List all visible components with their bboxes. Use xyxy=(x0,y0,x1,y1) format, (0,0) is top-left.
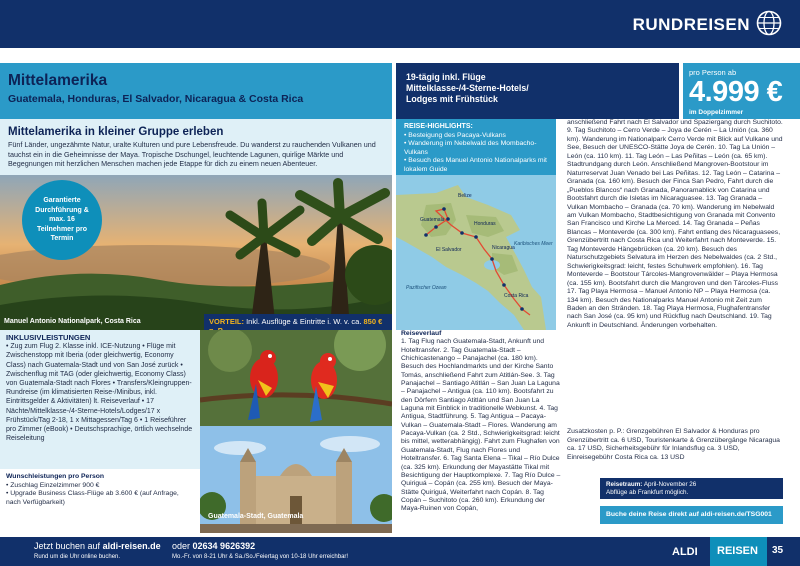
photo-caption: Guatemala-Stadt, Guatemala xyxy=(208,513,304,520)
info-line: 19-tägig inkl. Flüge xyxy=(406,72,486,82)
inclusive-title: INKLUSIVLEISTUNGEN xyxy=(6,333,91,342)
itinerary-column-1 xyxy=(401,330,561,533)
map-label: Nicaragua xyxy=(492,245,515,251)
extra-costs: Zusatzkosten p. P.: Grenzgebühren El Salvador & Honduras pro Grenzübertritt ca. 6 USD, Touristenkarte & Grenzübergänge Nicaragua ca. 17 USD, Sicherheitsgebühr für Inlandsflug ca. 3 USD, Einreisegebühr Costa Rica ca. 13 USD xyxy=(567,428,780,461)
map-label: Karibisches Meer xyxy=(514,241,553,247)
website-link[interactable]: aldi-reisen.de xyxy=(102,541,161,551)
footer-bar xyxy=(0,537,800,566)
itinerary-title: Reiseverlauf xyxy=(401,330,442,337)
optional-services xyxy=(0,469,200,533)
itinerary-text: 1. Tag Flug nach Guatemala-Stadt, Ankunft und Hoteltransfer. 2. Tag Guatemala-Stadt – Chichicastenango – Panajachel (ca. 180 km). Besuch des Hochlandmarkts und der Kirche Santo Tomás, anschließend Fahrt zum Atitlán-See. 3. Tag Panajachel – Santiago Atitlán – San Juan La Laguna – Panajachel – Antigua (ca. 110 km). Bootsfahrt zu den Dörfern Santiago Atitlán und San Juan La Laguna mit Einblick in traditionelle Webkunst. 4. Tag Antigua, Stadtführung. 5. Tag Antigua – Pacaya-Vulkan – Guatemala-Stadt – Flores. Wanderung am Pacaya-Vulkan (ca. 2 Std., Schwierigkeitsgrad: leicht bis mittel, wetterabhängig). Fahrt zum Flughafen von Guatemala-Stadt, Flug nach Flores und Hoteltransfer. 6. Tag Santa Elena – Tikal – Río Dulce (ca. 325 km). Erkundung der Mayastätte Tikal mit Besichtigung der Hauptkomplexe. 7. Tag Río Dulce – Quiriguá – Copán (ca. 255 km). Besuch der Maya-Stätte Quiriguá, Weiterfahrt nach Copán. 8. Tag Copán – Suchitoto (ca. 260 km). Erkundung der Maya-Ruinen von Copán, xyxy=(401,338,561,513)
reisen-logo: REISEN xyxy=(710,537,767,566)
highlights-title: REISE-HIGHLIGHTS: xyxy=(404,123,473,130)
or-label: oder xyxy=(172,541,191,551)
map-label: Belize xyxy=(458,193,472,199)
price-note: im Doppelzimmer xyxy=(689,109,744,116)
guarantee-badge: Garantierte Durchführung & max. 16 Teilnehmer pro Termin xyxy=(22,180,102,260)
booking-link[interactable]: Buche deine Reise direkt auf aldi-reisen.de/TSG001 xyxy=(600,506,783,524)
travel-period-box xyxy=(600,478,783,499)
itinerary-column-2 xyxy=(567,119,783,471)
page-title: Mittelamerika xyxy=(8,72,108,89)
price-label: pro Person ab xyxy=(689,68,737,77)
advantage-banner xyxy=(204,314,392,330)
hero-banner xyxy=(0,63,392,119)
wishes-line: • Upgrade Business Class-Flüge ab 3.600 € (auf Anfrage, nach Verfügbarkeit) xyxy=(6,490,179,506)
travel-period-label: Reisetraum: xyxy=(606,481,643,488)
highlight-item: • Besuch des Manuel Antonio Nationalparks mit lokalem Guide xyxy=(404,157,548,174)
intro-panel xyxy=(0,119,392,175)
page-subtitle: Guatemala, Honduras, El Salvador, Nicaragua & Costa Rica xyxy=(8,93,304,105)
intro-heading: Mittelamerika in kleiner Gruppe erleben xyxy=(8,126,224,138)
route-map xyxy=(396,175,556,330)
travel-period-note: Abflüge ab Frankfurt möglich. xyxy=(606,489,689,496)
phone-number[interactable]: 02634 9626392 xyxy=(192,541,256,551)
travel-period-value: April-November 26 xyxy=(643,481,697,488)
advantage-label: VORTEIL: xyxy=(209,317,244,326)
book-now-label: Jetzt buchen auf xyxy=(34,541,101,551)
book-online-note: Rund um die Uhr online buchen. xyxy=(34,554,121,560)
map-label: El Salvador xyxy=(436,247,462,253)
highlights-box xyxy=(396,119,556,175)
map-label: Costa Rica xyxy=(504,293,529,299)
map-label: Pazifischer Ozean xyxy=(406,285,447,291)
advantage-value: 850 € xyxy=(363,317,383,326)
price-value: 4.999 € xyxy=(689,76,783,108)
aldi-logo: ALDI xyxy=(672,546,698,558)
highlight-item: • Wanderung im Nebelwald des Mombacho-Vulkans xyxy=(404,140,548,157)
info-line: Mittelklasse-/4-Sterne-Hotels/ xyxy=(406,83,529,93)
phone-hours: Mo.-Fr. von 8-21 Uhr & Sa./So./Feiertag von 10-18 Uhr erreichbar! xyxy=(172,554,349,560)
map-illustration xyxy=(396,175,556,330)
section-title: RUNDREISEN xyxy=(632,15,750,34)
globe-icon xyxy=(756,10,782,36)
photo-caption: Manuel Antonio Nationalpark, Costa Rica xyxy=(4,318,141,325)
inclusive-services xyxy=(0,330,200,469)
map-label: Honduras xyxy=(474,221,496,227)
highlight-item: • Besteigung des Pacaya-Vulkans xyxy=(404,132,548,141)
price-box xyxy=(683,63,800,119)
trip-info-box xyxy=(396,63,679,119)
book-online xyxy=(34,541,161,551)
wishes-line: • Zuschlag Einzelzimmer 900 € xyxy=(6,481,100,489)
phone-line xyxy=(172,541,255,551)
highlights-list xyxy=(404,132,548,175)
map-label: Guatemala xyxy=(420,217,445,223)
parrots-illustration xyxy=(200,330,392,426)
intro-text: Fünf Länder, ungezähmte Natur, uralte Kulturen und pure Lebensfreude. Du wanderst zu rauchenden Vulkanen und tauchst ein in die Geheimnisse der Maya. Tropische Dschungel, leuchtende Lagunen, quirlige Märkte und Begegnungen mit herzlichen Menschen machen jede Etappe für dich zu einem neuen Abenteuer. xyxy=(8,140,376,168)
parrots-photo xyxy=(200,330,392,426)
itinerary-text: anschließend Fahrt nach El Salvador und Spaziergang durch Suchitoto. 9. Tag Suchitoto – Cerro Verde – Joya de Cerén – La Unión (ca. 360 km). Wanderung im Nationalpark Cerro Verde mit Blick auf Vulkane und See, Besuch der UNESCO-Stätte Joya de Cerén. 10. Tag La Unión – León (ca. 110 km). 11. Tag León – Las Peñitas – León (ca. 65 km). Stadtrundgang durch León. Anschließend Mangroven-Bootstour im Naturreservat Juan Venado bei Las Peñitas. 12. Tag León – Catarina – Granada (ca. 160 km). Besuch der Finca San Pedro, Fahrt durch die „Pueblos Blancos“ nach Granada, Panoramablick von Catarina und Bootsfahrt durch die Isletas im Nicaraguasee. 13. Tag Granada – Vulkan Mombacho – Granada (ca. 70 km). Wanderung im Nebelwald am Vulkan Mombacho, Stadtbesichtigung von Granada mit Convento San Francisco und Kirche La Merced. 14. Tag Granada – Peñas Blancas – Monteverde (ca. 300 km). Fahrt entlang des Nicaraguasees, Grenzübertritt nach Costa Rica und Weiterfahrt nach Monteverde. 15. Tag Monteverde Hängebrücken (ca. 20 km). Besuch des Naturschutzgebiets Selvatura im Herzen des Nebelwaldes (ca. 2 Std., Schwierigkeitsgrad: leicht, festes Schuhwerk empfohlen). 16. Tag Monteverde – Bootstour Tárcoles-Mangrovenwälder – Playa Hermosa (ca. 155 km). Bootsfahrt durch die Mangroven und den Tárcoles-Fluss 17. Tag Playa Hermosa – Manuel Antonio NP – Playa Hermosa (ca. 134 km). Besuch des Nationalparks Manuel Antonio mit Zeit zum Baden an den Stränden. 18. Tag Playa Hermosa, Flughafentransfer nach San José (ca. 95 km) und Rückflug nach Deutschland. 19. Tag Ankunft in Deutschland. Änderungen vorbehalten. xyxy=(567,119,783,329)
advantage-text: Inkl. Ausflüge & Eintritte i. W. v. ca. xyxy=(246,317,362,326)
page-number: 35 xyxy=(772,545,784,556)
wishes-title: Wunschleistungen pro Person xyxy=(6,473,105,480)
inclusive-text: • Zug zum Flug 2. Klasse inkl. ICE-Nutzung • Flüge mit Zwischenstopp mit Iberia (oder gleichwertig, Economy Class) nach Guatemala-Stadt und von San José zurück • Zwischenflug mit TAG (oder gleichwertig, Economy Class) von Guatemala-Stadt nach Flores • Transfers/Kleingruppen-Rundreise (im klimatisierten Reise-/Minibus, inkl. Eintrittsgelder & Aktivitäten) lt. Reiseverlauf • 17 Nächte/Mittelklasse-/4-Sterne-Hotels/Lodges/17 x Frühstück/Tag 2-18, 1 x Mittagessen/Tag 6 • 1 Reiseführer pro Zimmer (eBook) • Deutschsprachige, örtlich wechselnde Reiseleitung xyxy=(6,343,193,443)
top-bar xyxy=(0,0,800,48)
info-line: Lodges mit Frühstück xyxy=(406,94,498,104)
